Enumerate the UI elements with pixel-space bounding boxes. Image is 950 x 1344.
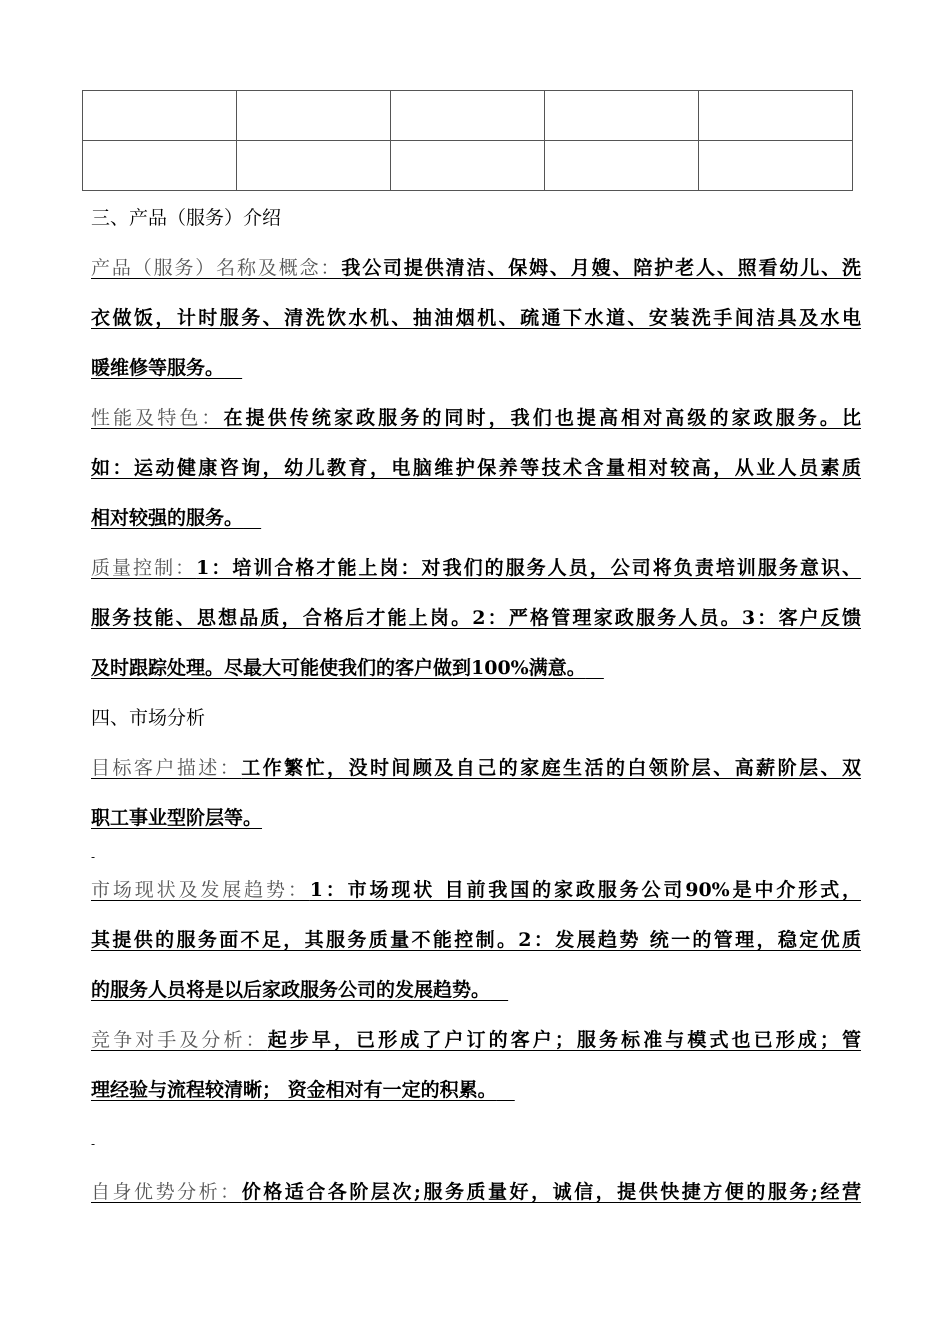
target-line-1 (91, 743, 861, 793)
field-value: 工作繁忙，没时间顾及自己的家庭生活的白领阶层、高薪阶层、双 (241, 757, 861, 779)
table-cell (545, 141, 699, 191)
table-cell (391, 141, 545, 191)
field-value: 起步早，已形成了户订的客户；服务标准与模式也已形成；管 (267, 1029, 861, 1051)
field-value: 在提供传统家政服务的同时，我们也提高相对高级的家政服务。比 (223, 407, 861, 429)
features-line-1 (91, 393, 861, 443)
target-line-2 (91, 793, 861, 843)
field-value: 暖维修等服务。 (91, 357, 225, 379)
table-row (83, 141, 853, 191)
field-value: 相对较强的服务。 (91, 507, 244, 529)
field-label: 市场现状及发展趋势： (91, 879, 310, 901)
section-4-advantages (91, 1167, 861, 1217)
table-cell (237, 141, 391, 191)
table-cell (699, 141, 853, 191)
table-cell (391, 91, 545, 141)
quality-line-3 (91, 643, 861, 693)
product-name-line-1 (91, 243, 861, 293)
quality-line-2: 服务技能、思想品质，合格后才能上岗。2：严格管理家政服务人员。3：客户反馈 (91, 607, 861, 629)
competitors-line-1 (91, 1015, 861, 1065)
field-label: 产品（服务）名称及概念： (91, 257, 342, 279)
field-value: 1：培训合格才能上岗：对我们的服务人员，公司将负责培训服务意识、 (196, 557, 861, 579)
field-label: 竞争对手及分析： (91, 1029, 268, 1051)
market-line-1 (91, 865, 861, 915)
empty-table (82, 90, 853, 191)
section-4 (91, 693, 861, 843)
section-4-cont (91, 865, 861, 1115)
field-label: 性能及特色： (91, 407, 224, 429)
section-heading: 三、产品（服务）介绍 (91, 207, 282, 229)
table-cell (83, 141, 237, 191)
quality-line-1 (91, 543, 861, 593)
table-row (83, 91, 853, 141)
field-value: 及时跟踪处理。尽最大可能使我们的客户做到100%满意。 (91, 657, 586, 679)
field-label: 目标客户描述： (91, 757, 242, 779)
table-cell (237, 91, 391, 141)
features-line-3 (91, 493, 861, 543)
market-line-2: 其提供的服务面不足，其服务质量不能控制。2：发展趋势 统一的管理，稳定优质 (91, 929, 861, 951)
table-cell (83, 91, 237, 141)
section-heading: 四、市场分析 (91, 707, 206, 729)
features-line-2: 如：运动健康咨询，幼儿教育，电脑维护保养等技术含量相对较高，从业人员素质 (91, 457, 861, 479)
field-value: 职工事业型阶层等。 (91, 807, 263, 829)
product-name-line-2: 衣做饭，计时服务、清洗饮水机、抽油烟机、疏通下水道、安装洗手间洁具及水电 (91, 307, 861, 329)
field-value: 理经验与流程较清晰； 资金相对有一定的积累。 (91, 1079, 497, 1101)
field-label: 自身优势分析： (91, 1181, 242, 1203)
product-name-line-3 (91, 343, 861, 393)
stray-dash: - (91, 850, 96, 864)
market-line-3 (91, 965, 861, 1015)
advantages-line-1 (91, 1167, 861, 1217)
table-cell (545, 91, 699, 141)
table-cell (699, 91, 853, 141)
section-3 (91, 193, 861, 693)
field-value: 我公司提供清洁、保姆、月嫂、陪护老人、照看幼儿、洗 (341, 257, 861, 279)
field-value: 价格适合各阶层次;服务质量好，诚信，提供快捷方便的服务;经营 (241, 1181, 861, 1203)
field-value: 的服务人员将是以后家政服务公司的发展趋势。 (91, 979, 491, 1001)
field-value: 1：市场现状 目前我国的家政服务公司90%是中介形式， (309, 879, 861, 901)
competitors-line-2 (91, 1065, 861, 1115)
stray-dash: - (91, 1137, 96, 1151)
field-label: 质量控制： (91, 557, 197, 579)
